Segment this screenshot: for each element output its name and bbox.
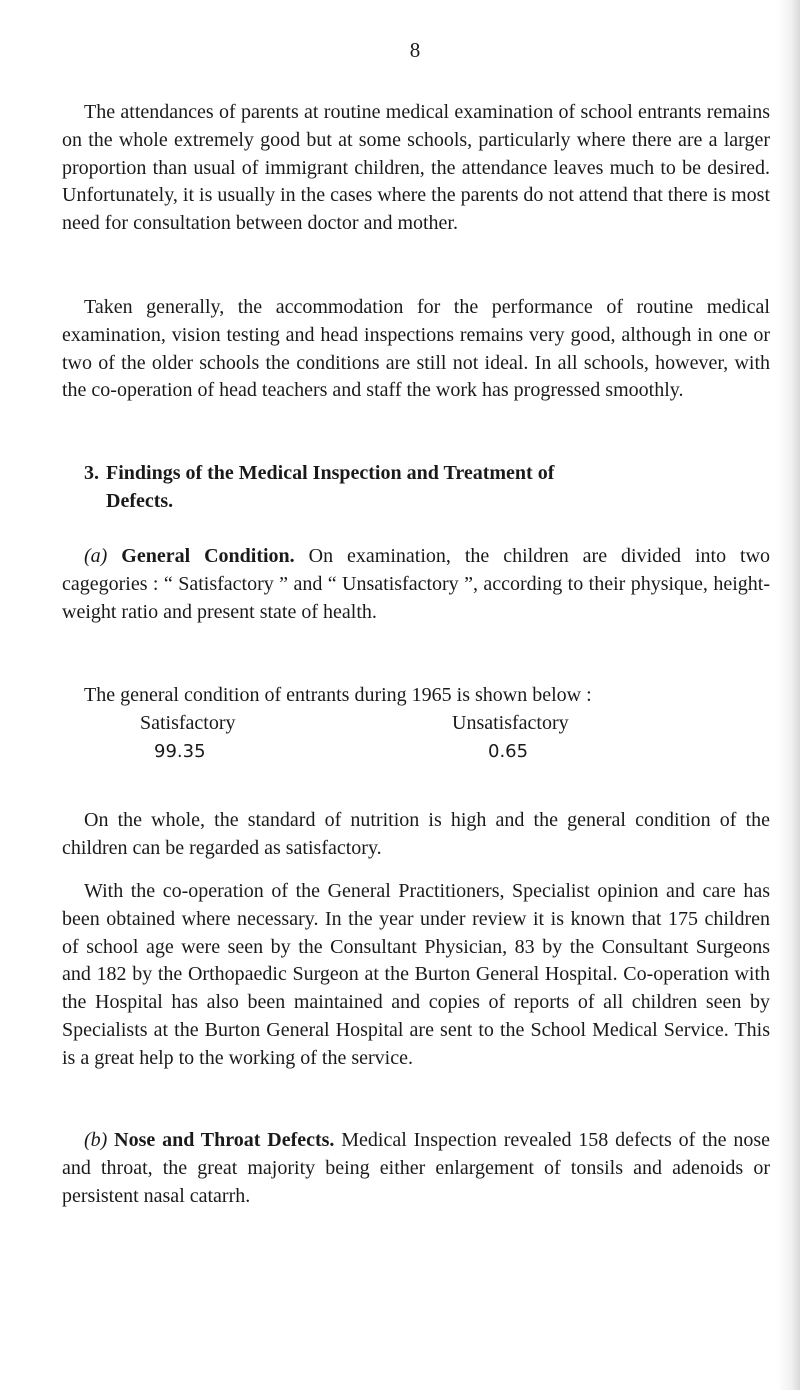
- subsection-title-b: Nose and Throat Defects.: [114, 1129, 335, 1151]
- subsection-label-a: (a): [84, 545, 108, 567]
- page-number: 8: [409, 38, 421, 62]
- page-edge-shadow: [778, 0, 800, 1390]
- table-header-row: [140, 710, 660, 738]
- subsection-title-a: General Condition.: [121, 545, 295, 567]
- paragraph-nose-throat: [62, 1127, 770, 1210]
- condition-table: [140, 710, 660, 766]
- table-value-satisfactory: 99.35: [154, 741, 206, 762]
- subsection-text-b: Medical Inspection revealed 158 defects of the nose and throat, the great majority being either enlargement of tonsils and adenoids or persistent nasal catarrh.: [62, 1129, 770, 1207]
- paragraph-condition-intro: The general condition of entrants during 1965 is shown below :: [84, 684, 592, 706]
- paragraph-attendances: The attendances of parents at routine medical examination of school entrants remains on the whole extremely good but at some schools, particularly where there are a larger proportion than usual of immigrant children, the attendance leaves much to be desired. Unfortunately, it is usually in the cases where the parents do not attend that there is most need for consultation between doctor and mother.: [62, 101, 770, 235]
- section-3-heading: [84, 460, 774, 516]
- subsection-text-a: On examination, the children are divided into two cagegories : “ Satisfactory ” and “ Unsatisfactory ”, according to their physique, height-weight ratio and present state of health.: [62, 545, 771, 623]
- table-value-unsatisfactory: 0.65: [488, 741, 529, 762]
- subsection-label-b: (b): [84, 1129, 108, 1151]
- table-header-unsatisfactory: Unsatisfactory: [452, 712, 569, 734]
- paragraph-nutrition: On the whole, the standard of nutrition is high and the general condition of the children can be regarded as satisfactory.: [62, 809, 770, 859]
- paragraph-accommodation: Taken generally, the accommodation for the performance of routine medical examination, vision testing and head inspections remains very good, although in one or two of the older schools the conditions are still not ideal. In all schools, however, with the co-operation of head teachers and staff the work has progressed smoothly.: [62, 296, 770, 402]
- table-header-satisfactory: Satisfactory: [140, 712, 236, 734]
- paragraph-specialists: With the co-operation of the General Practitioners, Specialist opinion and care has been obtained where necessary. In the year under review it is known that 175 children of school age were seen by the Consultant Physician, 83 by the Consultant Surgeons and 182 by the Orthopaedic Surgeon at the Burton General Hospital. Co-operation with the Hospital has also been maintained and copies of reports of all children seen by Specialists at the Burton General Hospital are sent to the School Medical Service. This is a great help to the working of the service.: [62, 880, 770, 1069]
- table-value-row: [140, 738, 660, 766]
- section-title-line1: Findings of the Medical Inspection and Treatment of: [106, 462, 555, 484]
- section-number: 3.: [84, 462, 99, 484]
- paragraph-general-condition: [62, 543, 770, 626]
- section-title-line2: Defects.: [106, 489, 174, 512]
